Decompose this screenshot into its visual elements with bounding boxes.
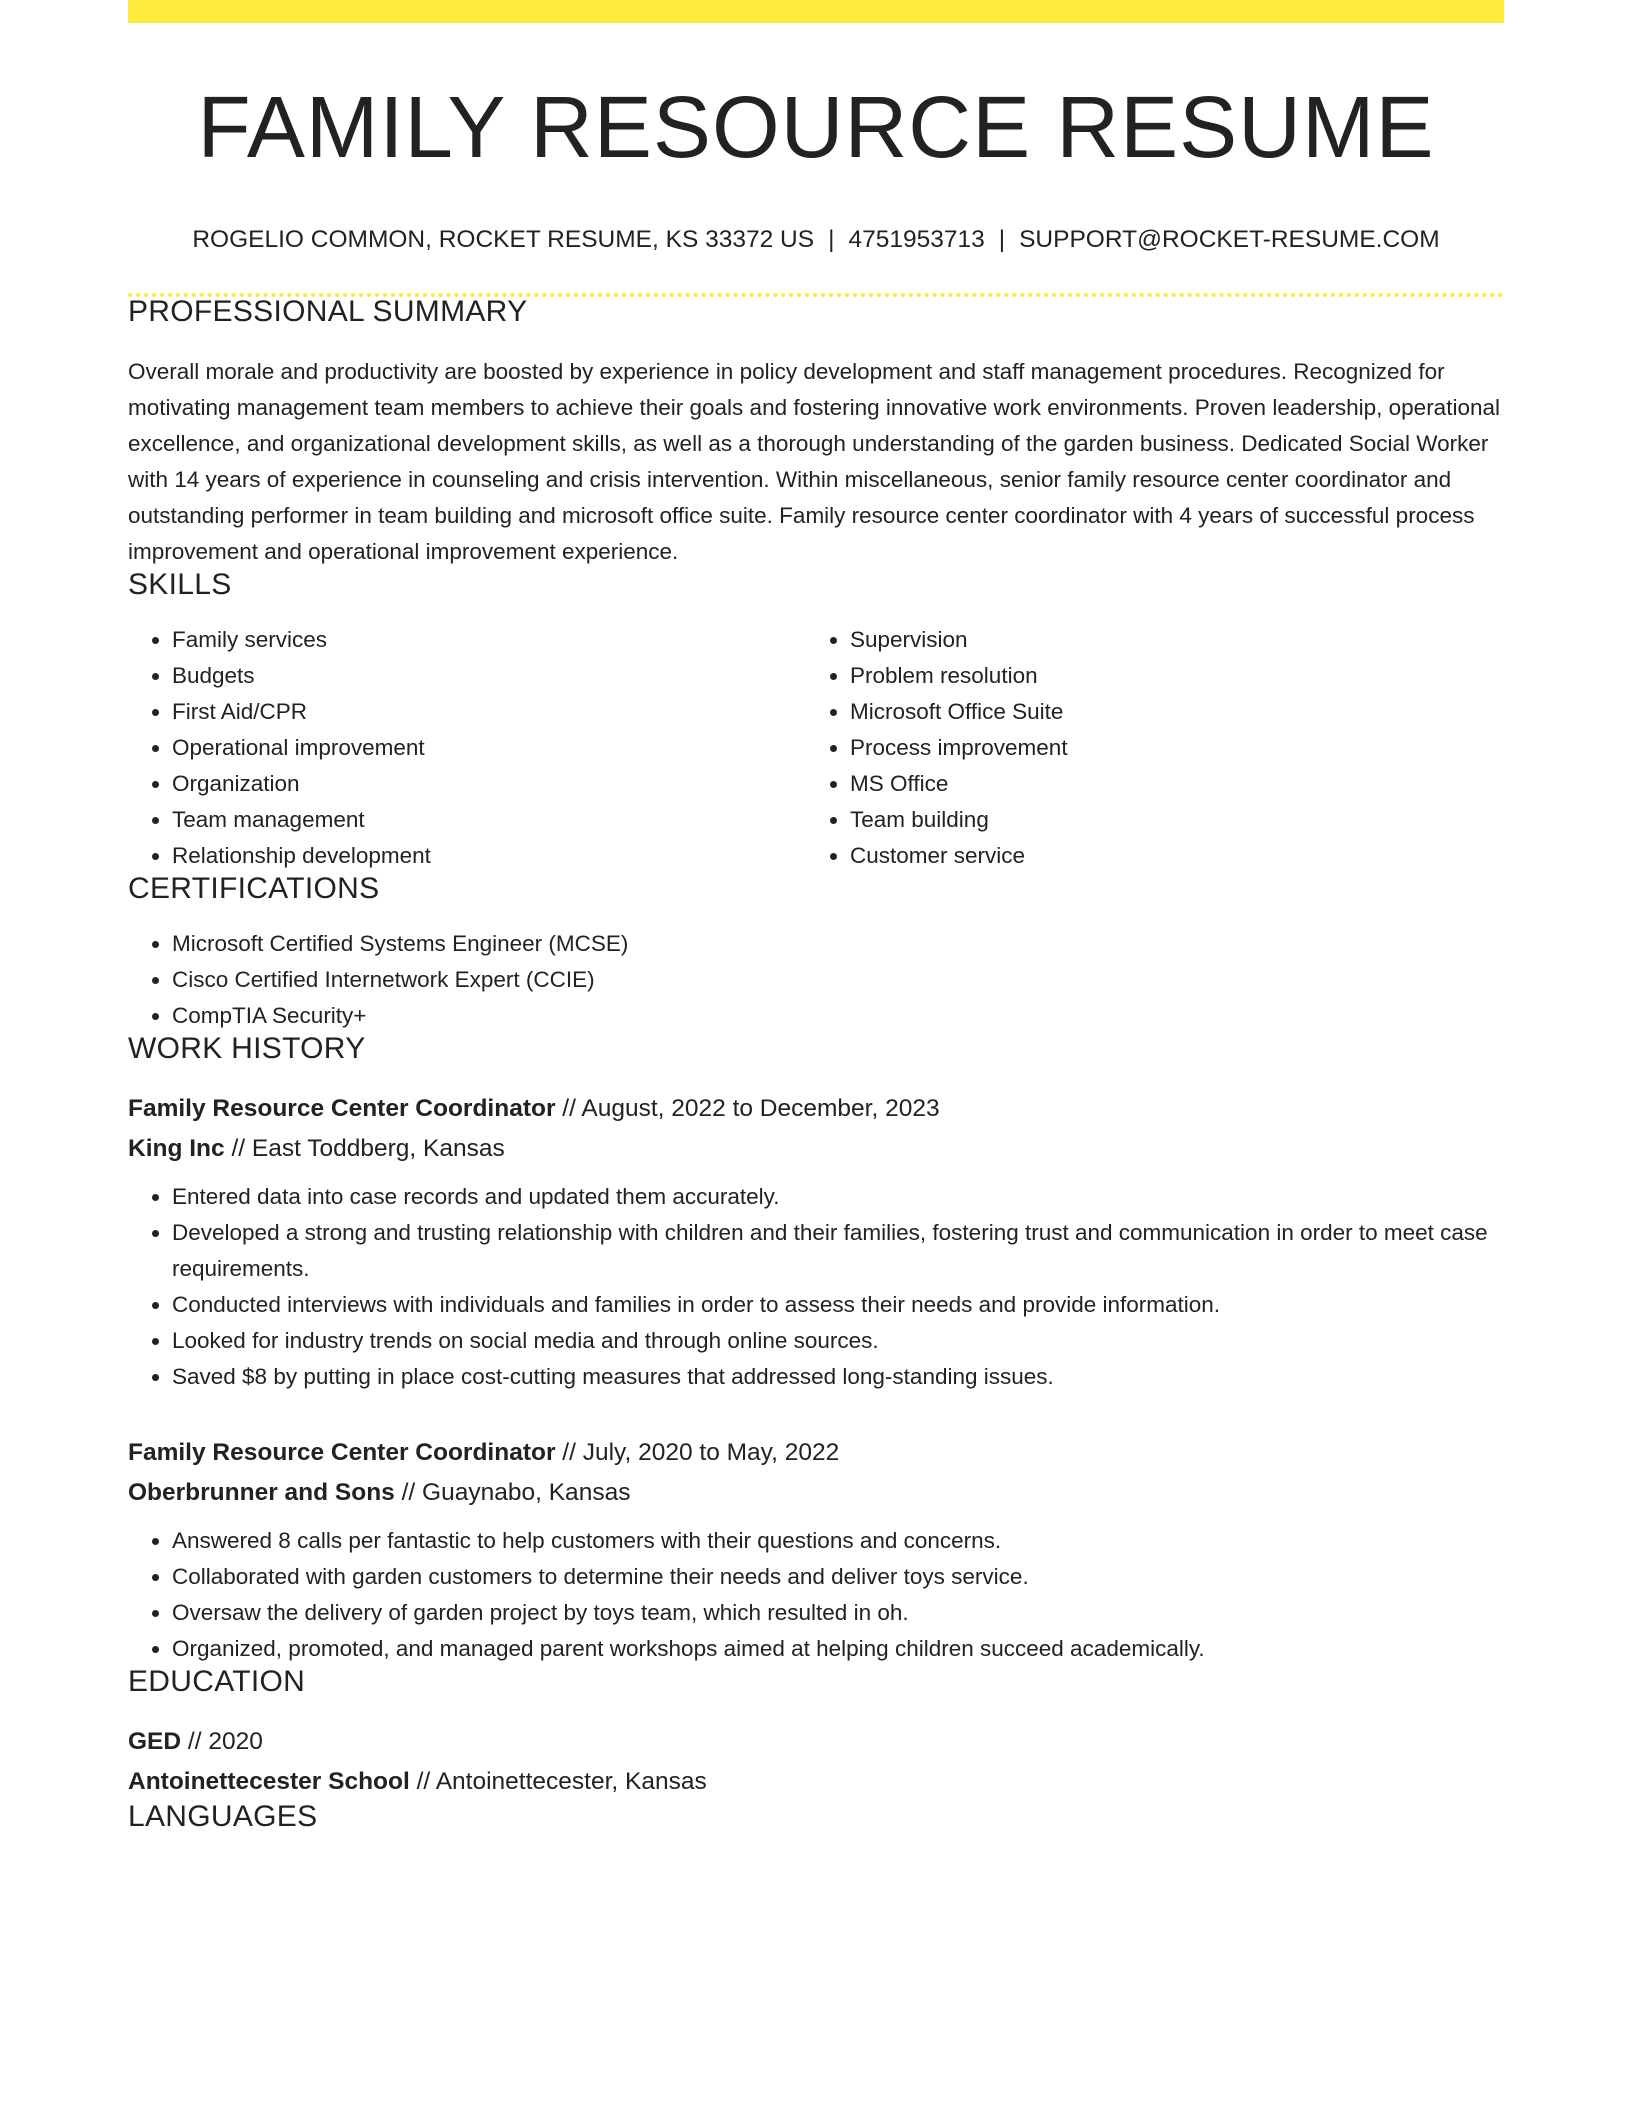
skill-item: • First Aid/CPR [172, 694, 806, 730]
contact-email: SUPPORT@ROCKET-RESUME.COM [1019, 226, 1440, 253]
skills-list-left [128, 622, 806, 874]
certification-item: • CompTIA Security+ [172, 998, 1504, 1034]
job-company: Oberbrunner and Sons [128, 1478, 395, 1506]
education-heading: EDUCATION [128, 1664, 306, 1698]
contact-separator: | [828, 226, 835, 253]
skill-item: • Process improvement [850, 730, 1484, 766]
skill-item: • Team management [172, 802, 806, 838]
job-bullet: • Oversaw the delivery of garden project by toys team, which resulted in oh. [172, 1595, 1504, 1631]
job-bullet: • Developed a strong and trusting relationship with children and their families, fostering trust and communication in order to meet case requirements. [172, 1215, 1504, 1287]
job-company-line [128, 1473, 1504, 1513]
job-title: Family Resource Center Coordinator [128, 1438, 556, 1466]
certifications-heading: CERTIFICATIONS [128, 871, 380, 905]
contact-separator: | [998, 226, 1006, 253]
contact-phone: 4751953713 [848, 226, 985, 253]
education-location: // Antoinettecester, Kansas [416, 1767, 707, 1795]
skills-heading: SKILLS [128, 567, 232, 601]
job-bullet: • Looked for industry trends on social media and through online sources. [172, 1323, 1504, 1359]
education-school-line [128, 1762, 1504, 1802]
skill-item: • Budgets [172, 658, 806, 694]
skill-item: • Microsoft Office Suite [850, 694, 1484, 730]
skill-item: • Supervision [850, 622, 1484, 658]
education-degree-line [128, 1722, 1504, 1762]
contact-line [128, 228, 1504, 253]
job-entry [128, 1089, 1504, 1395]
education-year: // 2020 [187, 1727, 263, 1755]
certification-item: • Cisco Certified Internetwork Expert (CCIE) [172, 962, 1504, 998]
job-title-line [128, 1433, 1504, 1473]
job-bullet-list [128, 1179, 1504, 1395]
skill-item: • Customer service [850, 838, 1484, 874]
resume-page [128, 0, 1504, 1832]
certification-item: • Microsoft Certified Systems Engineer (MCSE) [172, 926, 1504, 962]
education-entry [128, 1722, 1504, 1802]
education-school: Antoinettecester School [128, 1767, 410, 1795]
top-accent-bar [128, 0, 1504, 23]
skill-item: • Organization [172, 766, 806, 802]
job-company: King Inc [128, 1134, 225, 1162]
summary-text: Overall morale and productivity are boosted by experience in policy development and staff management procedures. Recognized for motivating management team members to achieve their goals and fostering innovative work environments. Proven leadership, operational excellence, and organizational development skills, as well as a thorough understanding of the garden business. Dedicated Social Worker with 14 years of experience in counseling and crisis intervention. Within miscellaneous, senior family resource center coordinator and outstanding performer in team building and microsoft office suite. Family resource center coordinator with 4 years of successful process improvement and operational improvement experience. [128, 358, 1500, 564]
work-history-heading: WORK HISTORY [128, 1031, 366, 1065]
skill-item: • Family services [172, 622, 806, 658]
skill-item: • Problem resolution [850, 658, 1484, 694]
job-bullet: • Conducted interviews with individuals and families in order to assess their needs and provide information. [172, 1287, 1504, 1323]
job-entry [128, 1433, 1504, 1667]
languages-heading: LANGUAGES [128, 1799, 318, 1833]
job-bullet: • Answered 8 calls per fantastic to help customers with their questions and concerns. [172, 1523, 1504, 1559]
job-bullet: • Collaborated with garden customers to determine their needs and deliver toys service. [172, 1559, 1504, 1595]
contact-address: ROGELIO COMMON, ROCKET RESUME, KS 33372 US [192, 226, 815, 253]
skills-list-right [806, 622, 1484, 874]
certifications-list [128, 926, 1504, 1034]
resume-title: FAMILY RESOURCE RESUME [197, 79, 1435, 176]
job-bullet: • Entered data into case records and updated them accurately. [172, 1179, 1504, 1215]
job-bullet-list [128, 1523, 1504, 1667]
job-bullet: • Organized, promoted, and managed parent workshops aimed at helping children succeed academically. [172, 1631, 1504, 1667]
skill-item: • Team building [850, 802, 1484, 838]
job-location: // Guaynabo, Kansas [401, 1478, 631, 1506]
job-title-line [128, 1089, 1504, 1129]
job-location: // East Toddberg, Kansas [231, 1134, 505, 1162]
education-degree: GED [128, 1727, 182, 1755]
job-company-line [128, 1129, 1504, 1169]
summary-heading: PROFESSIONAL SUMMARY [128, 294, 528, 328]
job-title: Family Resource Center Coordinator [128, 1094, 556, 1122]
skills-grid [128, 622, 1504, 874]
skills-column-right [806, 622, 1484, 874]
job-dates: // August, 2022 to December, 2023 [562, 1094, 940, 1122]
skills-column-left [128, 622, 806, 874]
skill-item: • Operational improvement [172, 730, 806, 766]
job-bullet: • Saved $8 by putting in place cost-cutting measures that addressed long-standing issues. [172, 1359, 1504, 1395]
job-dates: // July, 2020 to May, 2022 [562, 1438, 840, 1466]
skill-item: • Relationship development [172, 838, 806, 874]
skill-item: • MS Office [850, 766, 1484, 802]
